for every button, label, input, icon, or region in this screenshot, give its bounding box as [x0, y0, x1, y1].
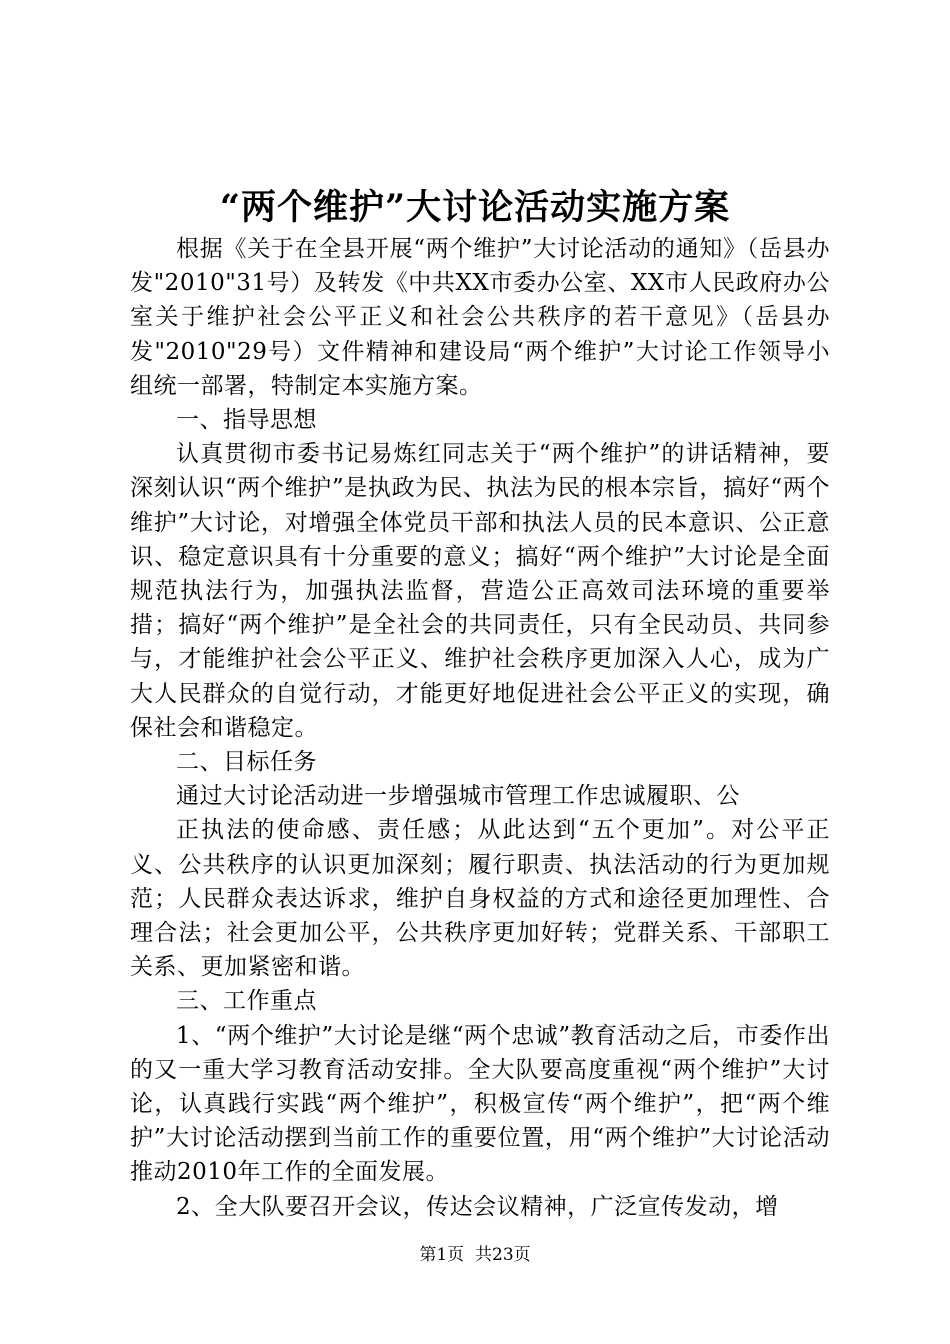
guiding-thought-paragraph: 认真贯彻市委书记易炼红同志关于“两个维护”的讲话精神，要深刻认识“两个维护”是执政为民、执法为民的根本宗旨，搞好“两个维护”大讨论，对增强全体党员干部和执法人员的民本意识、公正意识、稳定意识具有十分重要的意义；搞好“两个维护”大讨论是全面规范执法行为，加强执法监督，营造公正高效司法环境的重要举措；搞好“两个维护”是全社会的共同责任，只有全民动员、共同参与，才能维护社会公平正义、维护社会秩序更加深入人心，成为广大人民群众的自觉行动，才能更好地促进社会公平正义的实现，确保社会和谐稳定。	[130, 441, 830, 741]
page-total: 共23页	[475, 1245, 531, 1265]
goals-paragraph: 正执法的使命感、责任感；从此达到“五个更加”。对公平正义、公共秩序的认识更加深刻；履行职责、执法活动的行为更加规范；人民群众表达诉求，维护自身权益的方式和途径更加理性、合理合法；社会更加公平，公共秩序更加好转；党群关系、干部职工关系、更加紧密和谐。	[130, 817, 830, 981]
goals-paragraph-line: 通过大讨论活动进一步增强城市管理工作忠诚履职、公	[176, 783, 740, 810]
section-heading-guiding-thought: 一、指导思想	[176, 407, 317, 434]
work-focus-item-1: 1、“两个维护”大讨论是继“两个忠诚”教育活动之后，市委作出的又一重大学习教育活动安排。全大队要高度重视“两个维护”大讨论，认真践行实践“两个维护”，积极宣传“两个维护”，把“两个维护”大讨论活动摆到当前工作的重要位置，用“两个维护”大讨论活动推动2010年工作的全面发展。	[130, 1022, 830, 1186]
page-footer	[0, 1243, 950, 1267]
section-heading-work-focus: 三、工作重点	[176, 988, 317, 1015]
section-heading-goals: 二、目标任务	[176, 749, 317, 776]
intro-paragraph: 根据《关于在全县开展“两个维护”大讨论活动的通知》（岳县办发"2010"31号）及转发《中共XX市委办公室、XX市人民政府办公室关于维护社会公平正义和社会公共秩序的若干意见》（岳县办发"2010"29号）文件精神和建设局“两个维护”大讨论工作领导小组统一部署，特制定本实施方案。	[130, 236, 830, 399]
work-focus-item-2: 2、全大队要召开会议，传达会议精神，广泛宣传发动，增	[176, 1193, 779, 1220]
document-title: “两个维护”大讨论活动实施方案	[219, 187, 731, 228]
document-body	[130, 232, 830, 1224]
page-number: 第1页	[419, 1245, 465, 1265]
